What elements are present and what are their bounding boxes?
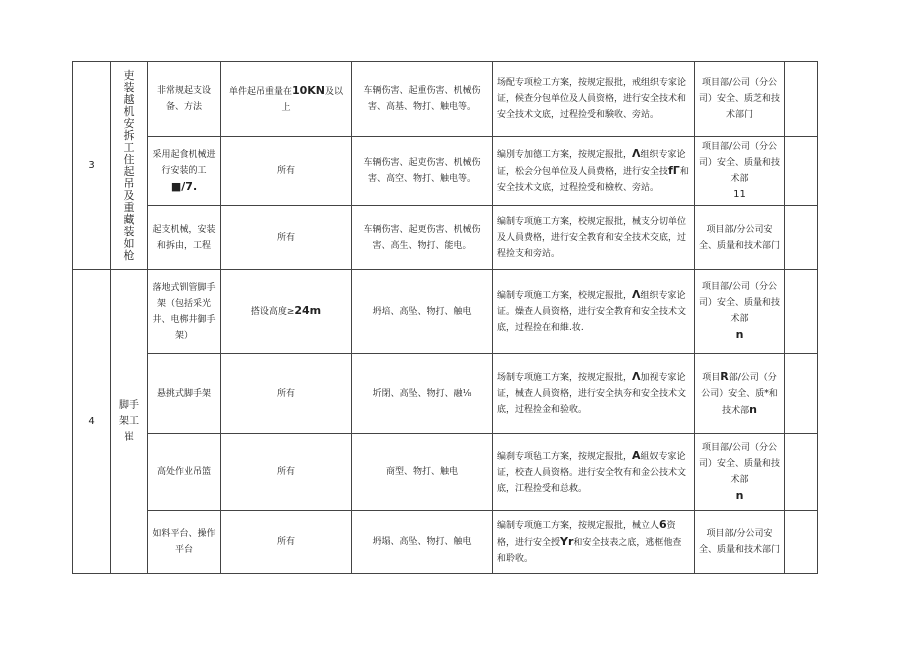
scope-cell: 所有: [221, 354, 352, 434]
group-number: 3: [73, 62, 111, 270]
measure-cell: 场制专项施工方案，按规定报批，Λ加视专家论证，械查人員资格，进行安全执夯和安全技术文底，过程捡金和验收。: [493, 354, 695, 434]
blank-cell: [785, 511, 818, 574]
blank-cell: [785, 270, 818, 354]
item-name: 非常规起支设备、方法: [148, 62, 221, 137]
responsible-cell: 项目部/公司（分公司）安全、质量和技术部 11: [695, 137, 785, 206]
item-name: 高处作业吊篮: [148, 434, 221, 511]
blank-cell: [785, 354, 818, 434]
table-row: [73, 511, 818, 574]
blank-cell: [785, 434, 818, 511]
responsible-cell: 项目部/公司（分公司）安全、质量和技术部 n: [695, 270, 785, 354]
group-number: 4: [73, 270, 111, 574]
responsible-cell: 项目部/分公司安全、质量和技术部门: [695, 511, 785, 574]
blank-cell: [785, 137, 818, 206]
hazard-cell: 车辆伤害、起重伤害、机械伤害、高基、物打、触电等。: [352, 62, 493, 137]
hazard-table: [72, 61, 818, 574]
measure-cell: 编別专加德工方案，按规定报批，Λ组织专家论证，松会分包单位及人員费格，进行安全技fΓ和安全技术文底，过程捡受和檢枚、旁站。: [493, 137, 695, 206]
table-row: [73, 62, 818, 137]
hazard-cell: 坍塌、高坠、物打、触电: [352, 511, 493, 574]
scope-cell: 所有: [221, 511, 352, 574]
table-row: [73, 270, 818, 354]
scope-cell: 所有: [221, 434, 352, 511]
group-category: 脚手架工崔: [111, 270, 148, 574]
item-name: 如料平台、操作平台: [148, 511, 221, 574]
hazard-cell: 车辆伤害、起更伤害、机械伤害、高生、物打、能电。: [352, 206, 493, 270]
hazard-cell: 车辆伤害、起吏伤害、机械伤害、高空、物打、触电等。: [352, 137, 493, 206]
measure-cell: 编制专项施工方案，校规定报批，Λ组织专家论证。燥查人員资格，进行安全教育和安全技术文底，过程捡在和維.妆.: [493, 270, 695, 354]
scope-cell: 所有: [221, 206, 352, 270]
table-row: [73, 137, 818, 206]
responsible-cell: 项目部/公司（分公司）安全、质芝和技术部门: [695, 62, 785, 137]
scope-cell: 所有: [221, 137, 352, 206]
measure-cell: 编制专项施工方案，按规定报批，械立人6资格，进行安全授Yr和安全技表之底，逃框他查和聆收。: [493, 511, 695, 574]
responsible-cell: 项目部/分公司安全、质量和技术部门: [695, 206, 785, 270]
item-name: 采用起食机械进行安装的工■/7.: [148, 137, 221, 206]
measure-cell: 编刹专项毡工方案，按规定报批，A組奴专家论证，校査人員资格。进行安全牧有和金公技术文底，江程捡受和总救。: [493, 434, 695, 511]
item-name: 落地式钏管脚手架（包括采光井、电梆井御手架）: [148, 270, 221, 354]
scope-cell: 搭设高度≥24m: [221, 270, 352, 354]
blank-cell: [785, 206, 818, 270]
table-row: [73, 434, 818, 511]
blank-cell: [785, 62, 818, 137]
scope-cell: 单件起吊重量在10KN及以上: [221, 62, 352, 137]
table-row: [73, 206, 818, 270]
hazard-cell: 商型、物打、触电: [352, 434, 493, 511]
responsible-cell: 项目R部/公司（分公司）安全、质*和技术部n: [695, 354, 785, 434]
hazard-cell: 坍培、高坠、物打、触电: [352, 270, 493, 354]
responsible-cell: 项目部/公司（分公司）安全、质量和技术部 n: [695, 434, 785, 511]
table-row: [73, 354, 818, 434]
item-name: 悬挑式脚手架: [148, 354, 221, 434]
item-name: 起支机械，安装和拆由，工程: [148, 206, 221, 270]
measure-cell: 场配专项检工方案，按规定报批，戒组织专家论证，候查分包单位及人員资格，进行安全技术和安全技术文底，过程捡受和験收、旁站。: [493, 62, 695, 137]
hazard-cell: 圻閉、高坠、物打、融⅛: [352, 354, 493, 434]
group-category: 吏装越机安拆工住起吊及重藏装如枪: [111, 62, 148, 270]
measure-cell: 编制专项施工方案，校规定报批，械支分切单位及人員费格，进行安全教育和安全技术交底，过程捡支和旁站。: [493, 206, 695, 270]
